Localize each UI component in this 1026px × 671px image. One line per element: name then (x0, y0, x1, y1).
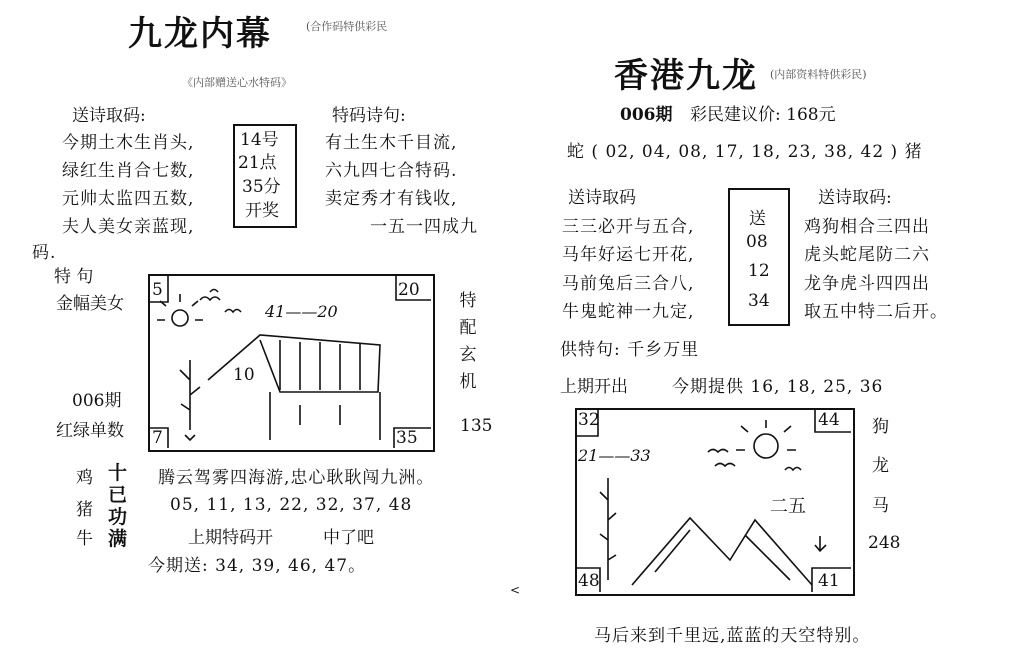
right-poem-left-4: 牛鬼蛇神一九定, (562, 302, 695, 322)
right-snake-line: 蛇 ( 02, 04, 08, 17, 18, 23, 38, 42 ) 猪 (567, 142, 923, 162)
left-special-line-2: 六九四七合特码. (325, 161, 458, 181)
right-poem-left-3: 马前兔后三合八, (562, 274, 695, 294)
animal-pig: 猪 (76, 500, 93, 520)
animal-ox: 牛 (76, 529, 93, 549)
right-corner-tr: 44 (818, 410, 840, 430)
side-animal-dragon: 龙 (872, 456, 889, 476)
pei-label-2: 配 (459, 318, 477, 338)
draw-time-2: 21点 (238, 153, 277, 173)
left-poem2: 腾云驾雾四海游,忠心耿耿闯九洲。 (158, 468, 435, 488)
side-value: 248 (868, 533, 901, 553)
left-sketch-num: 10 (233, 365, 255, 385)
idiom-1: 十 (108, 462, 128, 484)
left-special-heading: 特码诗句: (332, 106, 406, 126)
left-numbers: 05, 11, 13, 22, 32, 37, 48 (170, 495, 413, 515)
right-special-verse: 供特句: 千乡万里 (560, 340, 700, 360)
left-period: 006期 (72, 391, 122, 411)
right-corner-tl: 32 (578, 410, 600, 430)
left-poem-line-1: 今期土木生肖头, (62, 133, 195, 153)
tese-label: 特 句 (54, 267, 94, 287)
right-poem-right-1: 鸡狗相合三四出 (804, 217, 930, 237)
left-send: 今期送: 34, 39, 46, 47。 (148, 556, 367, 576)
right-period: 006期 (620, 105, 673, 125)
left-last-open: 上期特码开 (188, 528, 273, 548)
right-last-open: 上期开出 (560, 377, 628, 397)
right-title: 香港九龙 (614, 56, 758, 96)
idiom-4: 满 (108, 528, 128, 550)
right-today: 今期提供 16, 18, 25, 36 (672, 377, 884, 397)
left-title: 九龙内幕 (128, 14, 272, 54)
left-special-line-1: 有土生木千目流, (325, 133, 458, 153)
draw-time-1: 14号 (240, 130, 279, 150)
tese-value: 金幅美女 (56, 294, 124, 314)
right-sketch-glyph: 二五 (770, 496, 806, 517)
animal-rooster: 鸡 (76, 468, 93, 488)
left-note: 《内部赠送心水特码》 (182, 76, 292, 89)
right-price: 彩民建议价: 168元 (690, 105, 836, 125)
left-special-line-3: 卖定秀才有钱收, (325, 189, 458, 209)
right-corner-br: 41 (818, 571, 840, 591)
page-mark: < (510, 583, 521, 597)
left-poem-line-2: 绿红生肖合七数, (62, 161, 195, 181)
idiom-2: 已 (108, 484, 128, 506)
left-poem-line-4: 夫人美女亲蓝现, (62, 217, 195, 237)
left-subtitle: (合作码特供彩民 (306, 20, 388, 33)
right-poem-right-3: 龙争虎斗四四出 (804, 274, 930, 294)
right-poem-left-1: 三三必开与五合, (562, 217, 695, 237)
right-poem-right-2: 虎头蛇尾防二六 (804, 245, 930, 265)
draw-time-4: 开奖 (245, 201, 279, 221)
right-poem-heading-right: 送诗取码: (818, 188, 892, 208)
idiom-3: 功 (108, 506, 128, 528)
corner-br: 35 (396, 428, 418, 448)
left-wrap: 码. (32, 243, 57, 263)
right-poem-right-4: 取五中特二后开。 (804, 302, 948, 322)
right-sketch-text: 21——33 (578, 446, 651, 465)
pei-label-4: 机 (459, 372, 477, 392)
pei-label-1: 特 (459, 291, 477, 311)
corner-tr: 20 (398, 280, 420, 300)
draw-time-3: 35分 (242, 177, 281, 197)
left-special-line-4: 一五一四成九 (370, 217, 478, 237)
send-box-1: 08 (746, 232, 768, 252)
side-animal-dog: 狗 (872, 417, 889, 437)
right-poem-heading-left: 送诗取码 (568, 188, 636, 208)
left-sketch-text: 41——20 (265, 302, 338, 321)
side-animal-horse: 马 (872, 496, 889, 516)
pei-label-3: 玄 (459, 345, 477, 365)
red-green-odd: 红绿单数 (56, 421, 124, 441)
corner-bl: 7 (152, 428, 163, 448)
right-poem-left-2: 马年好运七开花, (562, 245, 695, 265)
right-subtitle: (内部资料特供彩民) (770, 68, 867, 81)
left-hit: 中了吧 (323, 528, 374, 548)
pei-value: 135 (460, 416, 493, 436)
send-box-2: 12 (748, 261, 770, 281)
left-poem-line-3: 元帅太监四五数, (62, 189, 195, 209)
left-poem-heading: 送诗取码: (72, 106, 146, 126)
send-box-label: 送 (749, 209, 766, 229)
right-footer: 马后来到千里远,蓝蓝的天空特别。 (594, 626, 871, 646)
right-corner-bl: 48 (578, 571, 600, 591)
corner-tl: 5 (152, 280, 163, 300)
send-box-3: 34 (748, 291, 770, 311)
